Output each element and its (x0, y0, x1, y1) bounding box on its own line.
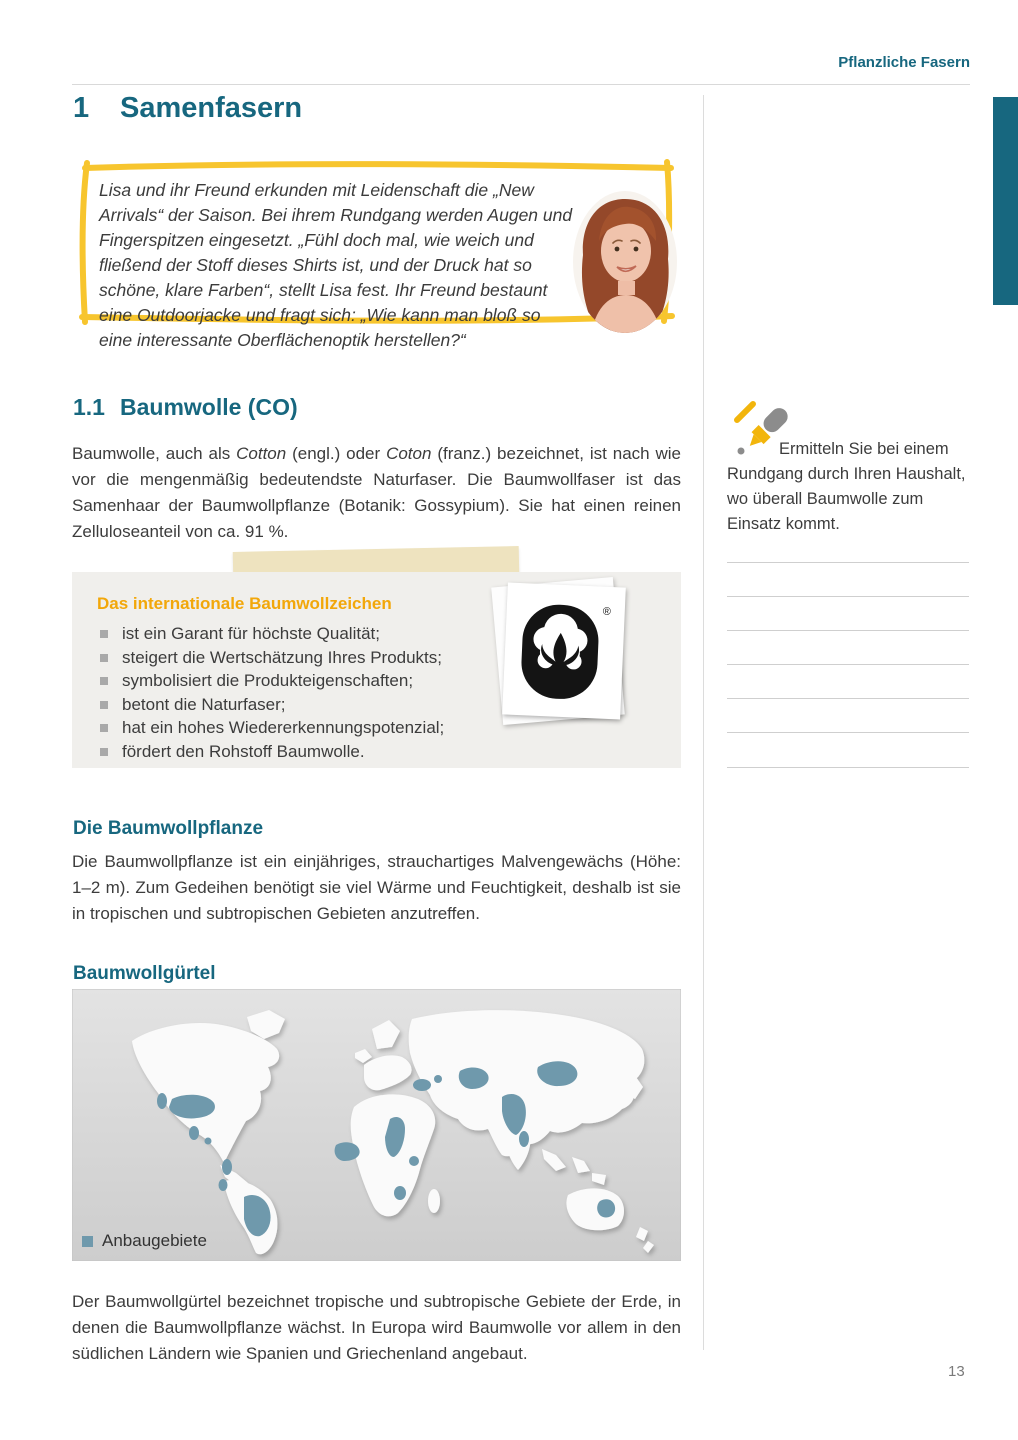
chapter-thumb-tab (993, 97, 1018, 305)
writing-line[interactable] (727, 767, 969, 768)
term-cotton: Cotton (236, 444, 287, 463)
map-legend (82, 1231, 207, 1251)
list-item: steigert die Wertschätzung Ihres Produkts; (97, 646, 444, 670)
icon-indent-spacer (727, 437, 779, 457)
plant-paragraph: Die Baumwollpflanze ist ein einjähriges, strauchartiges Malvengewächs (Höhe: 1–2 m). Zum Gedeihen benötigt sie viel Wärme und Feuchtigkeit, deshalb ist sie in tropischen und subtropischen Gebieten anzutreffen. (72, 852, 681, 923)
lisa-portrait-photo (573, 191, 677, 333)
cotton-seal-logo (512, 593, 617, 709)
registered-mark: ® (602, 605, 612, 619)
list-item: ist ein Garant für höchste Qualität; (97, 622, 444, 646)
writing-line[interactable] (727, 664, 969, 665)
page-number: 13 (948, 1363, 965, 1380)
section-heading (73, 394, 673, 421)
cotton-mark-info-box (72, 572, 681, 768)
cotton-seal-card (502, 582, 626, 719)
chapter-heading (73, 92, 673, 125)
writing-line[interactable] (727, 596, 969, 597)
running-header: Pflanzliche Fasern (838, 54, 970, 71)
info-box-title: Das internationale Baumwollzeichen (97, 594, 392, 613)
list-item: hat ein hohes Wiedererkennungspotenzial; (97, 716, 444, 740)
section-title: Baumwolle (CO) (120, 394, 298, 420)
task-note-text: Ermitteln Sie bei einem Rundgang durch Ihren Haushalt, wo überall Baumwolle zum Einsatz kommt. (727, 437, 975, 537)
section-number: 1.1 (73, 394, 105, 420)
list-item: fördert den Rohstoff Baumwolle. (97, 740, 444, 764)
header-rule (72, 84, 970, 85)
intro-quote-box (75, 158, 675, 350)
writing-line[interactable] (727, 732, 969, 733)
intro-quote-text: Lisa und ihr Freund erkunden mit Leidenschaft die „New Arrivals“ der Saison. Bei ihrem Rundgang werden Augen und Fingerspitzen eingesetzt. „Fühl doch mal, wie weich und fließend der Stoff dieses Shirts ist, und der Druck hat so schöne, klare Farben“, stellt Lisa fest. Ihr Freund bestaunt eine Outdoorjacke und fragt sich: „Wie kann man bloß so eine interessante Oberflächenoptik herstellen?“ (99, 180, 573, 350)
section-paragraph: Baumwolle, auch als Cotton (engl.) oder Coton (franz.) bezeichnet, ist nach wie vor die mengenmäßig bedeutendste Naturfaser. Die Baumwollfaser ist das Samenhaar der Baumwollpflanze (Botanik: Gossypium). Sie hat einen reinen Zelluloseanteil von ca. 91 %. (72, 444, 681, 541)
chapter-title: Samenfasern (120, 92, 303, 124)
writing-line[interactable] (727, 630, 969, 631)
subheading-baumwollpflanze: Die Baumwollpflanze (73, 818, 264, 839)
legend-label: Anbaugebiete (102, 1231, 207, 1250)
chapter-number: 1 (73, 92, 90, 124)
world-map (72, 989, 681, 1261)
writing-line[interactable] (727, 562, 969, 563)
writing-line[interactable] (727, 698, 969, 699)
legend-swatch (82, 1236, 93, 1247)
info-bullet-list (97, 622, 444, 763)
column-divider (703, 95, 704, 1350)
term-coton: Coton (386, 444, 432, 463)
belt-paragraph: Der Baumwollgürtel bezeichnet tropische und subtropische Gebiete der Erde, in denen die Baumwollpflanze wächst. In Europa wird Baumwolle vor allem in den südlichen Ländern wie Spanien und Griechenland angebaut. (72, 1292, 681, 1363)
subheading-baumwollguertel: Baumwollgürtel (73, 963, 216, 984)
list-item: symbolisiert die Produkteigenschaften; (97, 669, 444, 693)
list-item: betont die Naturfaser; (97, 693, 444, 717)
world-map-figure (72, 989, 681, 1261)
